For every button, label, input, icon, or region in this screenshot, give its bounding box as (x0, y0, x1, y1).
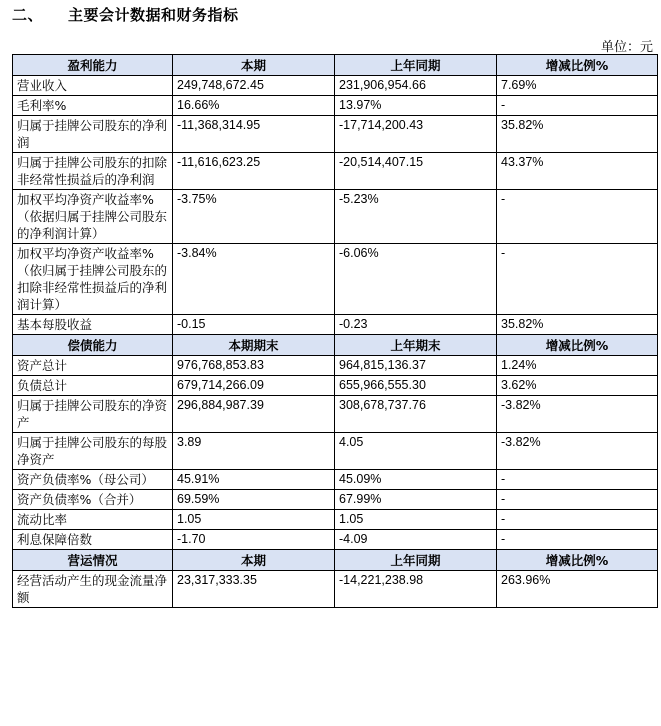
table-row (13, 490, 658, 510)
table-row (13, 376, 658, 396)
cell-value: -3.84% (173, 244, 335, 315)
cell-value: -1.70 (173, 530, 335, 550)
table-row (13, 315, 658, 335)
cell-value: 3.62% (497, 376, 658, 396)
section-heading (12, 4, 239, 25)
column-header: 上年期末 (335, 335, 497, 356)
cell-value: 249,748,672.45 (173, 76, 335, 96)
row-label: 归属于挂牌公司股东的净利润 (13, 116, 173, 153)
cell-value: - (497, 470, 658, 490)
row-label: 加权平均净资产收益率%（依归属于挂牌公司股东的扣除非经常性损益后的净利润计算） (13, 244, 173, 315)
cell-value: -0.15 (173, 315, 335, 335)
row-label: 经营活动产生的现金流量净额 (13, 571, 173, 608)
table-row (13, 153, 658, 190)
cell-value: 35.82% (497, 116, 658, 153)
cell-value: 13.97% (335, 96, 497, 116)
column-header: 增减比例% (497, 335, 658, 356)
group-title: 营运情况 (13, 550, 173, 571)
column-header: 增减比例% (497, 550, 658, 571)
table-row (13, 396, 658, 433)
section-number: 二、 (12, 7, 44, 24)
table-row (13, 433, 658, 470)
table-group-header (13, 335, 658, 356)
cell-value: 43.37% (497, 153, 658, 190)
unit-label: 单位：元 (600, 40, 653, 55)
row-label: 资产总计 (13, 356, 173, 376)
table-row (13, 530, 658, 550)
cell-value: 964,815,136.37 (335, 356, 497, 376)
column-header: 本期 (173, 550, 335, 571)
table-row (13, 190, 658, 244)
cell-value: 67.99% (335, 490, 497, 510)
cell-value: 23,317,333.35 (173, 571, 335, 608)
cell-value: 308,678,737.76 (335, 396, 497, 433)
cell-value: 35.82% (497, 315, 658, 335)
cell-value: -11,616,623.25 (173, 153, 335, 190)
table-row (13, 96, 658, 116)
cell-value: - (497, 96, 658, 116)
cell-value: 4.05 (335, 433, 497, 470)
cell-value: -11,368,314.95 (173, 116, 335, 153)
group-title: 盈利能力 (13, 55, 173, 76)
table-group-header (13, 55, 658, 76)
row-label: 资产负债率%（合并） (13, 490, 173, 510)
row-label: 加权平均净资产收益率%（依据归属于挂牌公司股东的净利润计算） (13, 190, 173, 244)
row-label: 流动比率 (13, 510, 173, 530)
cell-value: -17,714,200.43 (335, 116, 497, 153)
cell-value: 1.24% (497, 356, 658, 376)
table-row (13, 571, 658, 608)
cell-value: -6.06% (335, 244, 497, 315)
cell-value: 679,714,266.09 (173, 376, 335, 396)
cell-value: 45.91% (173, 470, 335, 490)
cell-value: 1.05 (335, 510, 497, 530)
table-row (13, 510, 658, 530)
cell-value: 7.69% (497, 76, 658, 96)
row-label: 资产负债率%（母公司） (13, 470, 173, 490)
cell-value: -5.23% (335, 190, 497, 244)
cell-value: 69.59% (173, 490, 335, 510)
group-title: 偿债能力 (13, 335, 173, 356)
row-label: 基本每股收益 (13, 315, 173, 335)
table-row (13, 76, 658, 96)
cell-value: 976,768,853.83 (173, 356, 335, 376)
row-label: 营业收入 (13, 76, 173, 96)
cell-value: 231,906,954.66 (335, 76, 497, 96)
cell-value: -3.82% (497, 433, 658, 470)
cell-value: 16.66% (173, 96, 335, 116)
cell-value: 655,966,555.30 (335, 376, 497, 396)
cell-value: -0.23 (335, 315, 497, 335)
row-label: 负债总计 (13, 376, 173, 396)
column-header: 本期期末 (173, 335, 335, 356)
cell-value: 3.89 (173, 433, 335, 470)
cell-value: -20,514,407.15 (335, 153, 497, 190)
row-label: 毛利率% (13, 96, 173, 116)
cell-value: -4.09 (335, 530, 497, 550)
cell-value: -3.82% (497, 396, 658, 433)
row-label: 归属于挂牌公司股东的每股净资产 (13, 433, 173, 470)
financial-indicators-table (12, 54, 658, 608)
section-title: 主要会计数据和财务指标 (68, 6, 239, 24)
table-row (13, 356, 658, 376)
cell-value: - (497, 530, 658, 550)
cell-value: - (497, 490, 658, 510)
row-label: 归属于挂牌公司股东的净资产 (13, 396, 173, 433)
cell-value: -3.75% (173, 190, 335, 244)
cell-value: 45.09% (335, 470, 497, 490)
column-header: 上年同期 (335, 550, 497, 571)
row-label: 归属于挂牌公司股东的扣除非经常性损益后的净利润 (13, 153, 173, 190)
cell-value: - (497, 244, 658, 315)
cell-value: 296,884,987.39 (173, 396, 335, 433)
row-label: 利息保障倍数 (13, 530, 173, 550)
table-row (13, 116, 658, 153)
column-header: 增减比例% (497, 55, 658, 76)
table-row (13, 470, 658, 490)
column-header: 本期 (173, 55, 335, 76)
cell-value: 1.05 (173, 510, 335, 530)
cell-value: - (497, 190, 658, 244)
column-header: 上年同期 (335, 55, 497, 76)
cell-value: 263.96% (497, 571, 658, 608)
table-row (13, 244, 658, 315)
cell-value: -14,221,238.98 (335, 571, 497, 608)
table-group-header (13, 550, 658, 571)
cell-value: - (497, 510, 658, 530)
